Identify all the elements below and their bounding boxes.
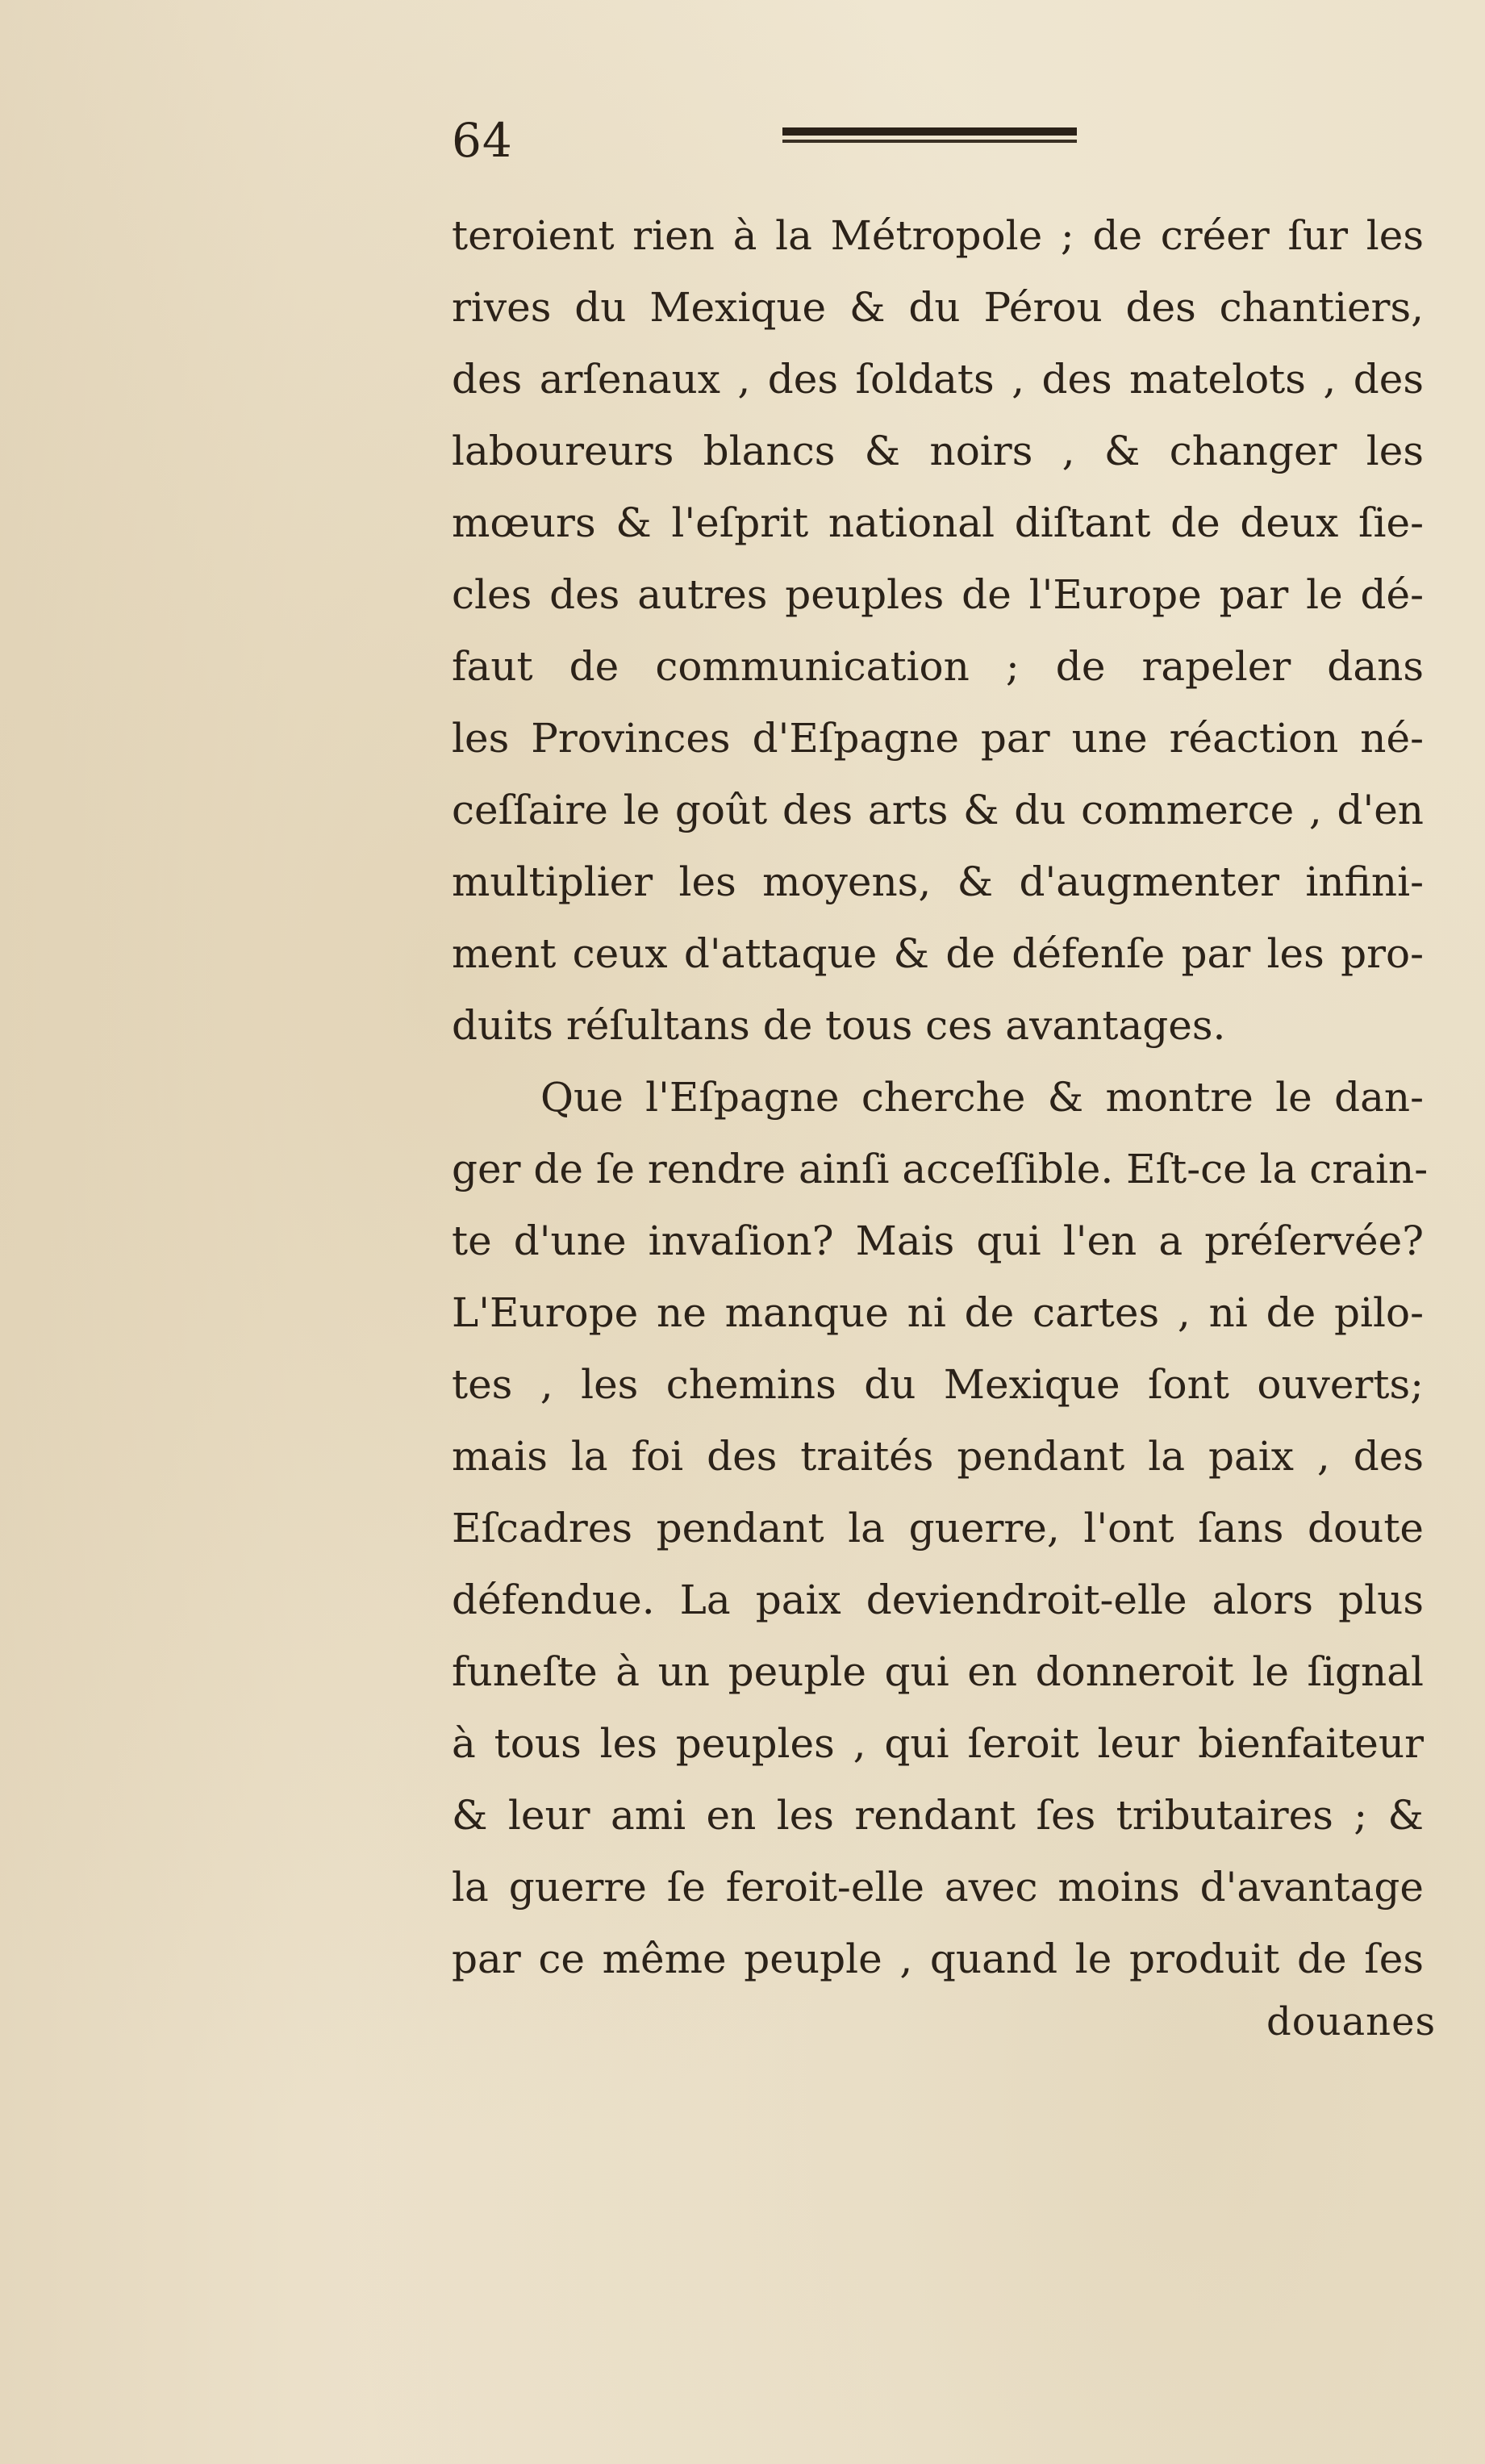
text-line: faut de communication ; de rapeler dans xyxy=(452,643,1424,690)
text-line: funeſte à un peuple qui en donneroit le ſignal xyxy=(452,1648,1424,1695)
text-line: par ce même peuple , quand le produit de ſes xyxy=(452,1936,1424,1982)
text-line: les Provinces d'Eſpagne par une réaction né- xyxy=(452,715,1424,762)
text-line: teroient rien à la Métropole ; de créer ſur les xyxy=(452,212,1424,259)
text-line: mœurs & l'eſprit national diſtant de deux ſie- xyxy=(452,499,1424,546)
header-rule-thick xyxy=(782,127,1077,136)
text-line: multiplier les moyens, & d'augmenter infini- xyxy=(452,858,1424,905)
text-line: te d'une invaſion? Mais qui l'en a préſervée? xyxy=(452,1217,1424,1264)
text-line: défendue. La paix deviendroit-elle alors plus xyxy=(452,1577,1424,1623)
page-number: 64 xyxy=(452,113,513,168)
header-rule-thin xyxy=(782,140,1077,143)
body-text xyxy=(452,200,1429,1995)
text-line-paragraph-end: duits réſultans de tous ces avantages. xyxy=(452,1002,1226,1049)
text-line: cles des autres peuples de l'Europe par le dé- xyxy=(452,571,1424,618)
catchword: douanes xyxy=(1266,1999,1437,2044)
text-line: L'Europe ne manque ni de cartes , ni de pilo- xyxy=(452,1289,1424,1336)
text-line: des arſenaux , des ſoldats , des matelots , des xyxy=(452,356,1424,403)
text-line: tes , les chemins du Mexique ſont ouverts; xyxy=(452,1361,1424,1408)
text-line-paragraph-start: Que l'Eſpagne cherche & montre le dan- xyxy=(540,1074,1424,1121)
text-line: ger de ſe rendre ainſi acceſſible. Eſt-ce la crain- xyxy=(452,1146,1429,1192)
text-line: ceſſaire le goût des arts & du commerce , d'en xyxy=(452,787,1424,833)
text-line: ment ceux d'attaque & de défenſe par les pro- xyxy=(452,930,1424,977)
header-rule xyxy=(782,127,1077,145)
text-line: Eſcadres pendant la guerre, l'ont ſans doute xyxy=(452,1505,1424,1551)
text-line: laboureurs blancs & noirs , & changer les xyxy=(452,428,1424,474)
text-line: & leur ami en les rendant ſes tributaires ; & xyxy=(452,1792,1424,1839)
text-line: à tous les peuples , qui ſeroit leur bienfaiteur xyxy=(452,1720,1424,1767)
text-line: la guerre ſe feroit-elle avec moins d'avantage xyxy=(452,1864,1424,1911)
text-line: rives du Mexique & du Pérou des chantiers, xyxy=(452,284,1424,331)
text-line: mais la foi des traités pendant la paix , des xyxy=(452,1433,1424,1480)
